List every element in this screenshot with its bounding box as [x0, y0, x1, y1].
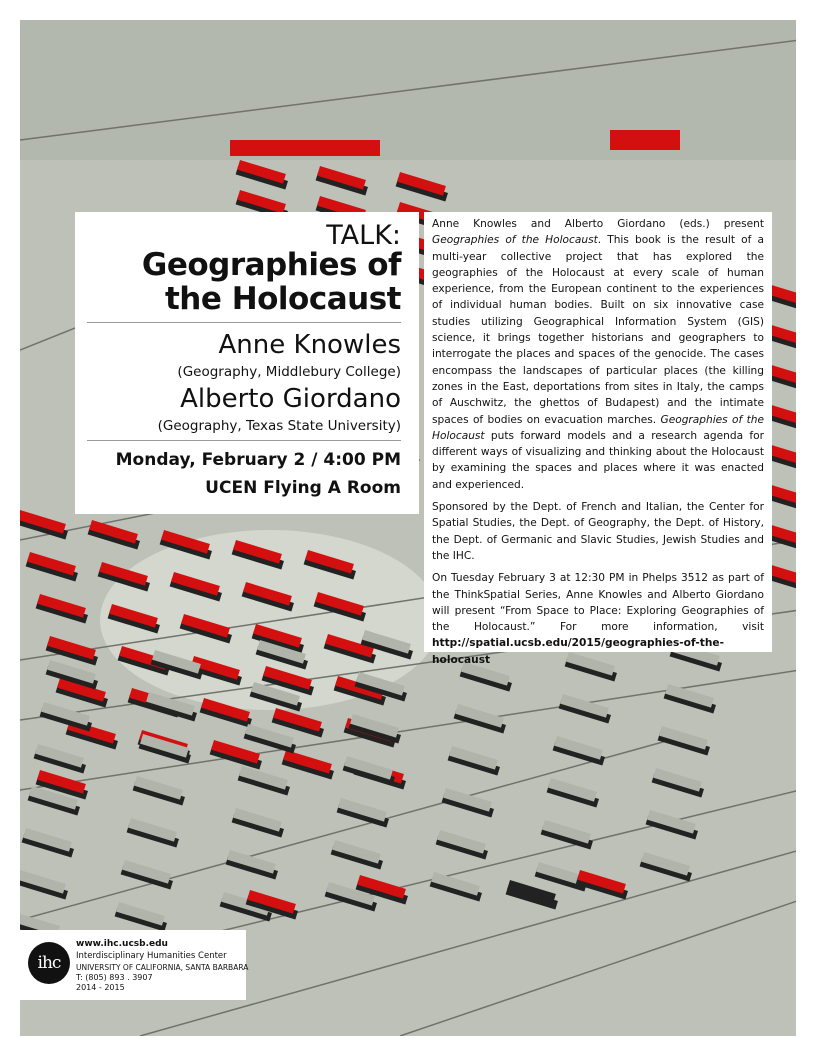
related-event-paragraph [432, 570, 764, 668]
description-panel [424, 212, 772, 666]
sponsors-paragraph: Sponsored by the Dept. of French and Italian, the Center for Spatial Studies, the Dept. of Geography, the Dept. of History, the Dept. of Germanic and Slavic Studies, Jewish Studies and the IHC. [432, 501, 764, 562]
poster [20, 20, 796, 1036]
speaker-1-affiliation: (Geography, Middlebury College) [177, 364, 401, 380]
speaker-2-name: Alberto Giordano [180, 384, 401, 414]
talk-label: TALK: [326, 220, 401, 251]
talk-date-time: Monday, February 2 / 4:00 PM [115, 450, 401, 470]
center-name: Interdisciplinary Humanities Center [76, 951, 227, 961]
info-link[interactable]: http://spatial.ucsb.edu/2015/geographies-of-the-holocaust [432, 637, 724, 666]
talk-location: UCEN Flying A Room [205, 478, 401, 498]
talk-title-panel [75, 212, 419, 514]
speaker-1-name: Anne Knowles [218, 330, 401, 360]
book-title: Geographies of the Holocaust [432, 413, 764, 442]
text: Anne Knowles and Alberto Giordano (eds.) present [432, 218, 764, 230]
description-paragraph [432, 216, 764, 493]
academic-year: 2014 - 2015 [76, 983, 125, 992]
footer-panel [20, 930, 249, 1000]
university-name: UNIVERSITY OF CALIFORNIA, SANTA BARBARA [76, 963, 249, 972]
divider [87, 322, 401, 323]
phone-number: T: (805) 893 . 3907 [76, 973, 153, 982]
building [230, 140, 380, 156]
talk-title-line-1: Geographies of [141, 247, 401, 283]
speaker-2-affiliation: (Geography, Texas State University) [157, 418, 401, 434]
building [610, 130, 680, 150]
ihc-logo: ihc [28, 942, 70, 984]
text: On Tuesday February 3 at 12:30 PM in Phelps 3512 as part of the ThinkSpatial Series, Anne Knowles and Alberto Giordano will present “From Space to Place: Exploring Geographies of the Holocaust.” For more information, visit [432, 572, 764, 634]
talk-title-line-2: the Holocaust [164, 281, 401, 317]
divider [87, 440, 401, 441]
book-title: Geographies of the Holocaust [432, 234, 598, 247]
text: . This book is the result of a multi-year collective project that has explored the geographies of the Holocaust at every scale of human experience, from the European continent to the experiences of individual human bodies. Built on six innovative case studies utilizing Geographical Information System (GIS) science, it brings together historians and geographers to interrogate the places and spaces of the genocide. The cases encompass the landscapes of particular places (the killing zones in the East, deportations from sites in Italy, the camps of Auschwitz, the ghettos of Budapest) and the intimate spaces of bodies on evacuation marches. [432, 234, 764, 426]
website-link[interactable]: www.ihc.ucsb.edu [76, 939, 168, 949]
text: puts forward models and a research agenda for different ways of visualizing and thinking about the Holocaust by examining the spaces and places where it was enacted and experienced. [432, 429, 764, 491]
